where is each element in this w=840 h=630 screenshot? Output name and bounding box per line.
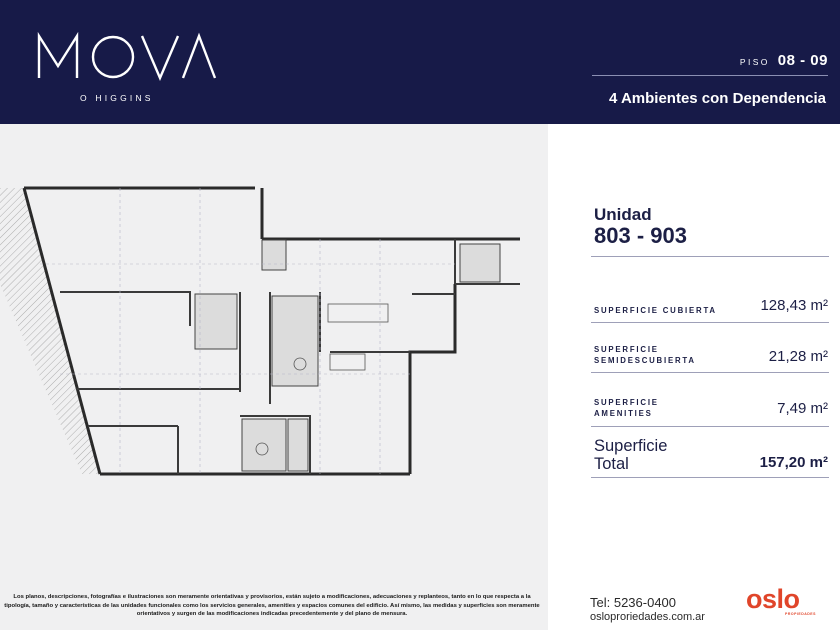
floor-indicator <box>740 52 828 69</box>
total-value: 157,20 m² <box>759 454 828 471</box>
unit-title: Unidad <box>594 205 652 224</box>
legal-disclaimer: Los planos, descripciones, fotografías e ilustraciones son meramente orientativas y provisorios, están sujeto a modificaciones, adecuaciones y replanteos, tanto en lo que respecta a la tipología, tamaño y características de las unidades funcionales como los servicios generales, amenities y espacios comunes del edificio. Así mismo, las medidas y superficies son meramente orientativos y surgen de las modificaciones indicadas precedentemente y del plano de mensura. <box>4 594 540 618</box>
total-label-line2: Total <box>594 455 629 473</box>
contact-phone[interactable]: Tel: 5236-0400 <box>590 595 677 610</box>
divider-total <box>591 477 829 478</box>
surface-label-cubierta-line1: SUPERFICIE CUBIERTA <box>594 306 717 315</box>
header-divider <box>592 75 828 76</box>
floor-plan-drawing <box>0 174 548 494</box>
surface-label-semidescubierta-line2: SEMIDESCUBIERTA <box>594 356 696 365</box>
surface-value-cubierta: 128,43 m² <box>760 297 828 314</box>
surface-label-cubierta <box>594 305 717 316</box>
floor-plan-panel <box>0 124 548 630</box>
mova-logo <box>36 17 216 82</box>
surface-label-semidescubierta-line1: SUPERFICIE <box>594 345 659 354</box>
divider-cubierta <box>591 322 829 323</box>
header-banner <box>0 0 840 124</box>
surface-value-semidescubierta: 21,28 m² <box>768 348 828 365</box>
surface-label-semidescubierta <box>594 344 696 366</box>
oslo-tagline: PROPIEDADES <box>785 612 816 616</box>
contact-website[interactable]: osloproriedades.com.ar <box>590 611 705 623</box>
divider-semidescubierta <box>591 372 829 373</box>
unit-number: 803 - 903 <box>594 223 687 248</box>
surface-label-amenities-line1: SUPERFICIE <box>594 398 659 407</box>
unit-type: 4 Ambientes con Dependencia <box>608 90 826 107</box>
surface-label-amenities <box>594 397 659 419</box>
brand-subtitle: O HIGGINS <box>80 93 154 103</box>
total-label-line1: Superficie <box>594 437 668 455</box>
divider-unit <box>591 256 829 257</box>
oslo-logo: oslo <box>746 584 800 614</box>
logo-text: MOVA <box>36 17 82 34</box>
floor-label: PISO <box>739 57 770 67</box>
divider-amenities <box>591 426 829 427</box>
total-label <box>594 437 667 473</box>
floor-value: 08 - 09 <box>777 52 828 69</box>
surface-value-amenities: 7,49 m² <box>777 400 828 417</box>
surface-label-amenities-line2: AMENITIES <box>594 409 653 418</box>
